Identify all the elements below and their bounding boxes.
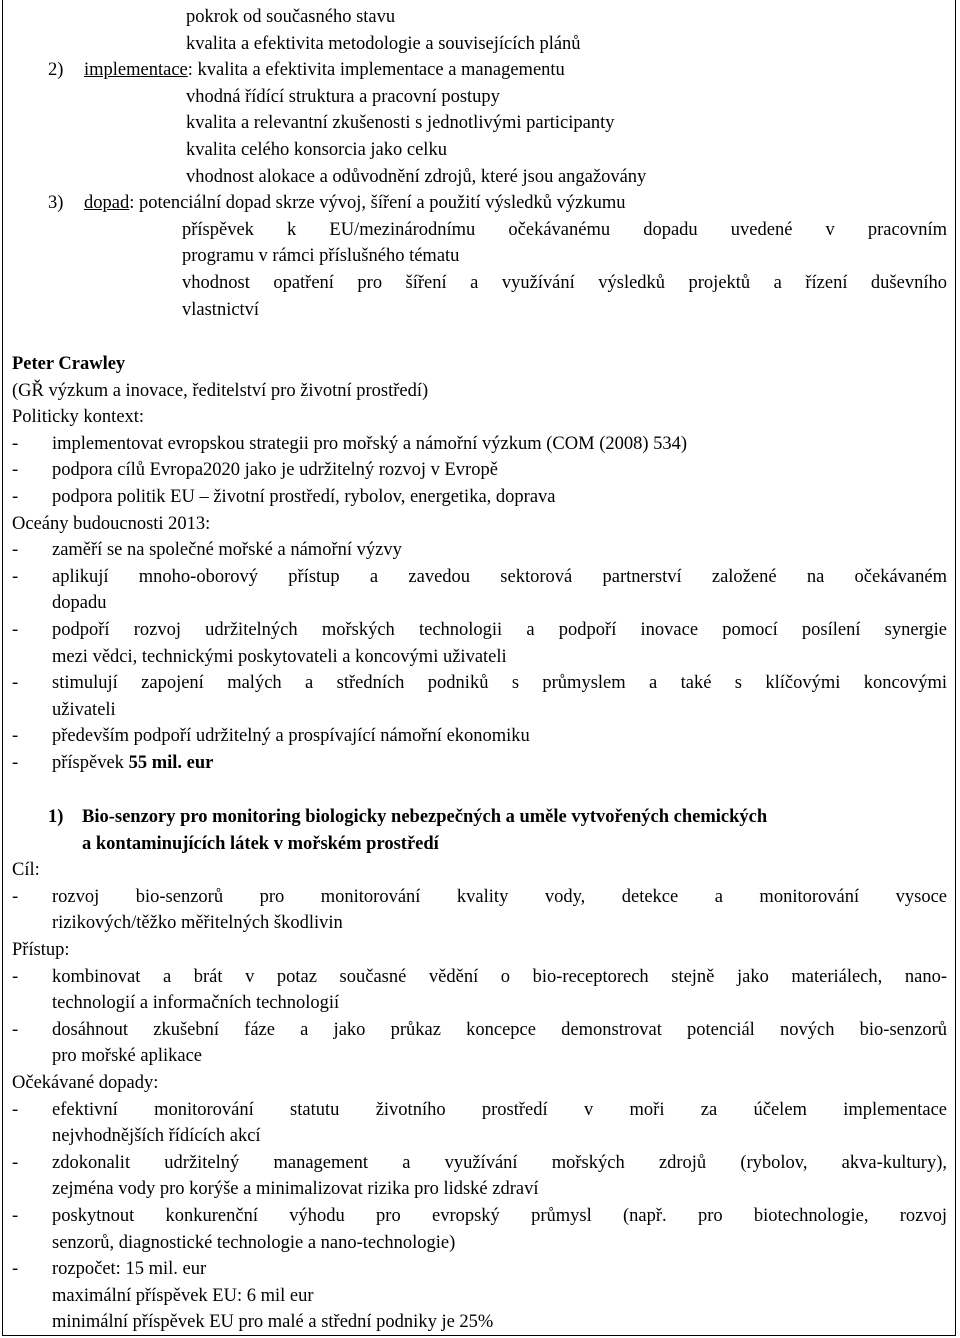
criteria-item-implementation <box>12 57 947 84</box>
list-item: - poskytnout konkurenční výhodu pro evropský průmysl (např. pro biotechnologie, rozvoj senzorů, diagnostické technologie a nano-technologie) <box>12 1205 947 1253</box>
criteria-line: kvalita celého konsorcia jako celku <box>186 139 447 160</box>
contribution-value: 55 mil. eur <box>128 752 214 773</box>
criteria-line: pokrok od současného stavu <box>186 7 396 27</box>
list-item: - především podpoří udržitelný a prospívající námořní ekonomiku <box>12 726 530 747</box>
criteria-line: vhodnost opatření pro šíření a využívání výsledků projektů a řízení duševního <box>182 272 947 293</box>
criteria-line: příspěvek k EU/mezinárodnímu očekávanému dopadu uvedené v pracovním <box>182 219 947 240</box>
crawley-section <box>12 351 947 777</box>
list-item: - podpora politik EU – životní prostředí, rybolov, energetika, doprava <box>12 486 556 507</box>
criteria-line: vhodnost alokace a odůvodnění zdrojů, které jsou angažovány <box>186 166 647 187</box>
criteria-section <box>12 4 947 323</box>
speaker-affiliation: (GŘ výzkum a inovace, ředitelství pro životní prostředí) <box>12 380 429 401</box>
criteria-line: programu v rámci příslušného tématu <box>182 246 460 267</box>
item-number: 3) <box>48 193 64 214</box>
list-item: - podpoří rozvoj udržitelných mořských technologii a podpoří inovace pomocí posílení synergie mezi vědci, technickými poskytovateli a koncovými uživateli <box>12 619 947 667</box>
criteria-line: vhodná řídící struktura a pracovní postupy <box>186 86 500 107</box>
budget-detail: maximální příspěvek EU: 6 mil eur <box>52 1285 314 1306</box>
section-label: Očekávané dopady: <box>12 1072 159 1093</box>
item-text: : potenciální dopad skrze vývoj, šíření a použití výsledků výzkumu <box>129 193 626 214</box>
section-label: Oceány budoucnosti 2013: <box>12 513 211 534</box>
section-label: Cíl: <box>12 860 40 881</box>
section-label: Přístup: <box>12 939 70 960</box>
list-item: - dosáhnout zkušební fáze a jako průkaz koncepce demonstrovat potenciál nových bio-senzorů pro mořské aplikace <box>12 1019 947 1067</box>
item-text: : kvalita a efektivita implementace a managementu <box>187 60 565 81</box>
item-keyword: dopad <box>84 193 130 214</box>
section-label: Politicky kontext: <box>12 407 145 428</box>
list-item: - příspěvek 55 mil. eur <box>12 752 214 773</box>
list-item: - rozvoj bio-senzorů pro monitorování kvality vody, detekce a monitorování vysoce rizikových/těžko měřitelných škodlivin <box>12 886 947 934</box>
criteria-line: kvalita a efektivita metodologie a souvisejících plánů <box>186 33 581 54</box>
list-item: - podpora cílů Evropa2020 jako je udržitelný rozvoj v Evropě <box>12 460 498 481</box>
list-item: - zaměří se na společné mořské a námořní výzvy <box>12 540 402 561</box>
list-item: - zdokonalit udržitelný management a využívání mořských zdrojů (rybolov, akva-kultury), zejména vody pro korýše a minimalizovat rizika pro lidské zdraví <box>12 1152 947 1200</box>
speaker-name: Peter Crawley <box>12 354 126 374</box>
biosensors-section <box>12 804 947 1336</box>
budget-detail: minimální příspěvek EU pro malé a střední podniky je 25% <box>52 1312 494 1333</box>
item-number: 2) <box>48 60 64 81</box>
criteria-line: kvalita a relevantní zkušenosti s jednotlivými participanty <box>186 113 615 134</box>
criteria-item-impact <box>12 190 947 217</box>
list-item: - stimulují zapojení malých a středních podniků s průmyslem a také s klíčovými koncovými uživateli <box>12 673 947 720</box>
list-item: - aplikují mnoho-oborový přístup a zavedou sektorová partnerství založené na očekávaném dopadu <box>12 566 947 614</box>
list-item: - rozpočet: 15 mil. eur <box>12 1259 207 1280</box>
topic-heading: 1) Bio-senzory pro monitoring biologicky nebezpečných a uměle vytvořených chemických a kontaminujících látek v mořském prostředí <box>48 807 768 854</box>
list-item: - efektivní monitorování statutu životního prostředí v moři za účelem implementace nejvhodnějších řídících akcí <box>12 1099 947 1147</box>
list-item: - kombinovat a brát v potaz současné vědění o bio-receptorech stejně jako materiálech, nano- technologií a informačních technologií <box>12 966 947 1014</box>
item-keyword: implementace <box>84 60 188 81</box>
list-item: - implementovat evropskou strategii pro mořský a námořní výzkum (COM (2008) 534) <box>12 433 688 454</box>
criteria-line: vlastnictví <box>182 299 260 320</box>
